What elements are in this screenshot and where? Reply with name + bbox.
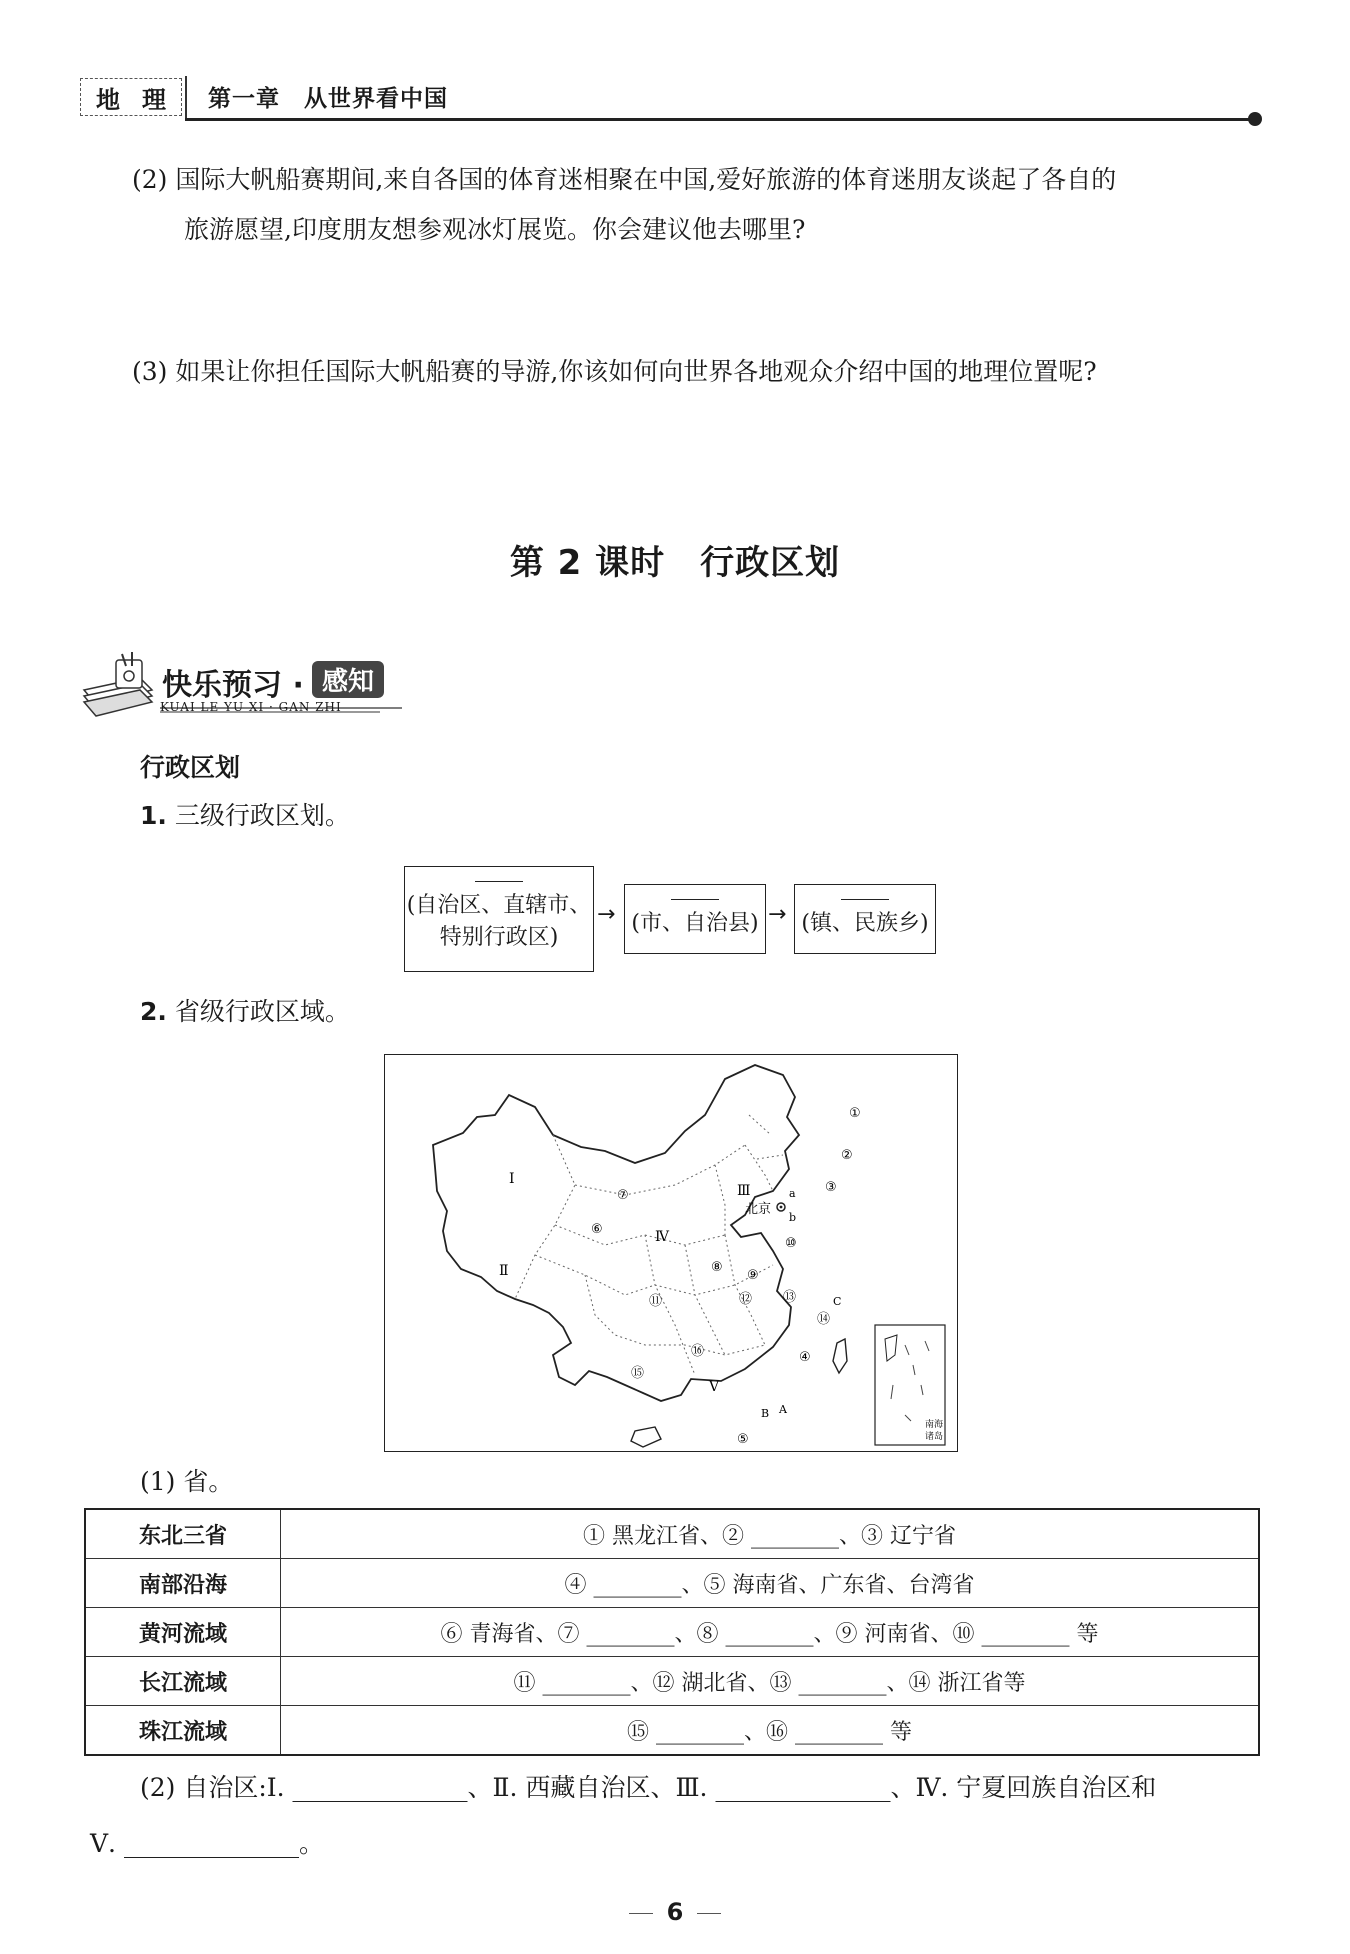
flow-box-province-line2: 特别行政区): [439, 925, 559, 950]
question-3: (3) 如果让你担任国际大帆船赛的导游,你该如何向世界各地观众介绍中国的地理位置呢?: [132, 357, 1097, 386]
map-label-num-16: ⑯: [691, 1344, 705, 1359]
lesson-title: 第 2 课时 行政区划: [509, 543, 841, 583]
map-label-num-6: ⑥: [591, 1222, 603, 1237]
table-row-category: 南部沿海: [85, 1559, 281, 1608]
page-number: [0, 1898, 1350, 1926]
map-label-num-5: ⑤: [737, 1432, 749, 1447]
table-row-category: 珠江流域: [85, 1706, 281, 1756]
item-1-text: 三级行政区划。: [174, 801, 350, 830]
table-row-content: ⑪ ________、⑫ 湖北省、⑬ ________、⑭ 浙江省等: [281, 1657, 1260, 1706]
map-label-num-3: ③: [825, 1180, 837, 1195]
header-rule: [185, 118, 1255, 121]
table-row: [85, 1509, 1259, 1559]
map-label-letter-A: A: [779, 1403, 787, 1416]
header-divider: [185, 76, 187, 118]
map-label-letter-C: C: [833, 1295, 842, 1308]
item-1-number: 1.: [140, 801, 167, 830]
map-label-num-10: ⑩: [785, 1236, 797, 1251]
flow-box-township-blank: [841, 899, 889, 908]
map-label-num-13: ⑬: [783, 1290, 797, 1305]
page-number-value: 6: [666, 1898, 684, 1926]
municipality-letter-labels: [761, 1187, 841, 1420]
map-label-num-9: ⑨: [747, 1268, 759, 1283]
map-label-num-12: ⑫: [739, 1292, 753, 1307]
map-label-letter-a: a: [789, 1187, 796, 1200]
china-province-map: [385, 1055, 957, 1451]
table-row-content: ⑮ ________、⑯ ________ 等: [281, 1706, 1260, 1756]
map-label-num-1: ①: [849, 1106, 861, 1121]
banner-badge: 感知: [312, 661, 384, 698]
taiwan-outline: [833, 1339, 847, 1373]
banner-title: 快乐预习 ·: [162, 668, 304, 703]
map-label-letter-B: B: [761, 1407, 770, 1420]
header-rule-end-dot: [1248, 112, 1262, 126]
inset-label-line-2: 诸岛: [925, 1432, 944, 1442]
table-row: [85, 1608, 1259, 1657]
flow-box-province: [404, 866, 594, 972]
map-label-num-14: ⑭: [817, 1312, 831, 1327]
map-label-roman-3: Ⅲ: [737, 1183, 751, 1199]
table-row-category: 黄河流域: [85, 1608, 281, 1657]
item-1: [140, 796, 350, 832]
flow-arrow-1: →: [597, 902, 616, 927]
flow-box-township-text: (镇、民族乡): [801, 911, 929, 936]
map-label-num-15: ⑮: [631, 1366, 645, 1381]
beijing-label: 北京: [745, 1202, 772, 1217]
item-2: [140, 992, 350, 1028]
item-2-text: 省级行政区域。: [174, 997, 350, 1026]
subject-label-box: [80, 78, 182, 116]
item-2-number: 2.: [140, 997, 167, 1026]
flow-box-county: [624, 884, 766, 954]
autonomous-region-line-1: (2) 自治区:Ⅰ. ______________、Ⅱ. 西藏自治区、Ⅲ. ______________、Ⅳ. 宁夏回族自治区和: [140, 1773, 1157, 1802]
map-label-roman-1: Ⅰ: [509, 1171, 515, 1187]
map-label-num-4: ④: [799, 1350, 811, 1365]
table-row-content: ⑥ 青海省、⑦ ________、⑧ ________、⑨ 河南省、⑩ ________ 等: [281, 1608, 1260, 1657]
table-row: [85, 1657, 1259, 1706]
subject-char-1: 地: [96, 84, 120, 114]
map-label-num-2: ②: [841, 1148, 853, 1163]
map-label-letter-b: b: [789, 1211, 797, 1224]
table-row-content: ④ ________、⑤ 海南省、广东省、台湾省: [281, 1559, 1260, 1608]
flow-box-township: [794, 884, 936, 954]
inset-label-line-1: 南海: [925, 1420, 944, 1430]
autonomous-region-line-2: Ⅴ. ______________。: [90, 1829, 324, 1858]
question-2-line-2: 旅游愿望,印度朋友想参观冰灯展览。你会建议他去哪里?: [184, 215, 806, 244]
province-table: [84, 1508, 1260, 1756]
flow-box-province-blank: [475, 881, 523, 890]
map-label-num-11: ⑪: [649, 1294, 663, 1309]
flow-box-county-text: (市、自治县): [631, 911, 759, 936]
sub-question-1-label: (1) 省。: [140, 1467, 234, 1496]
table-row: [85, 1559, 1259, 1608]
table-row: [85, 1706, 1259, 1756]
section-title: 行政区划: [140, 753, 241, 782]
table-row-category: 东北三省: [85, 1509, 281, 1559]
banner-subtitle: KUAI LE YU XI · GAN ZHI: [160, 700, 342, 714]
map-label-roman-2: Ⅱ: [499, 1263, 509, 1279]
question-2-line-1: (2) 国际大帆船赛期间,来自各国的体育迷相聚在中国,爱好旅游的体育迷朋友谈起了各自的: [132, 165, 1117, 194]
map-label-roman-5: Ⅴ: [709, 1379, 720, 1395]
book-stack-icon: [84, 652, 152, 716]
map-label-num-8: ⑧: [711, 1260, 723, 1275]
flow-box-county-blank: [671, 899, 719, 908]
hainan-outline: [631, 1427, 661, 1447]
map-label-num-7: ⑦: [617, 1188, 629, 1203]
flow-box-province-line1: (自治区、直辖市、: [406, 893, 592, 918]
province-borders: [515, 1115, 783, 1375]
subject-char-2: 理: [142, 84, 166, 114]
map-label-roman-4: Ⅳ: [655, 1229, 669, 1245]
chapter-title: 第一章 从世界看中国: [208, 85, 448, 112]
autonomous-region-labels: [499, 1171, 751, 1395]
table-row-category: 长江流域: [85, 1657, 281, 1706]
china-map-frame: [384, 1054, 958, 1452]
province-number-labels: [591, 1106, 861, 1447]
flow-arrow-2: →: [768, 902, 787, 927]
table-row-content: ① 黑龙江省、② ________、③ 辽宁省: [281, 1509, 1260, 1559]
